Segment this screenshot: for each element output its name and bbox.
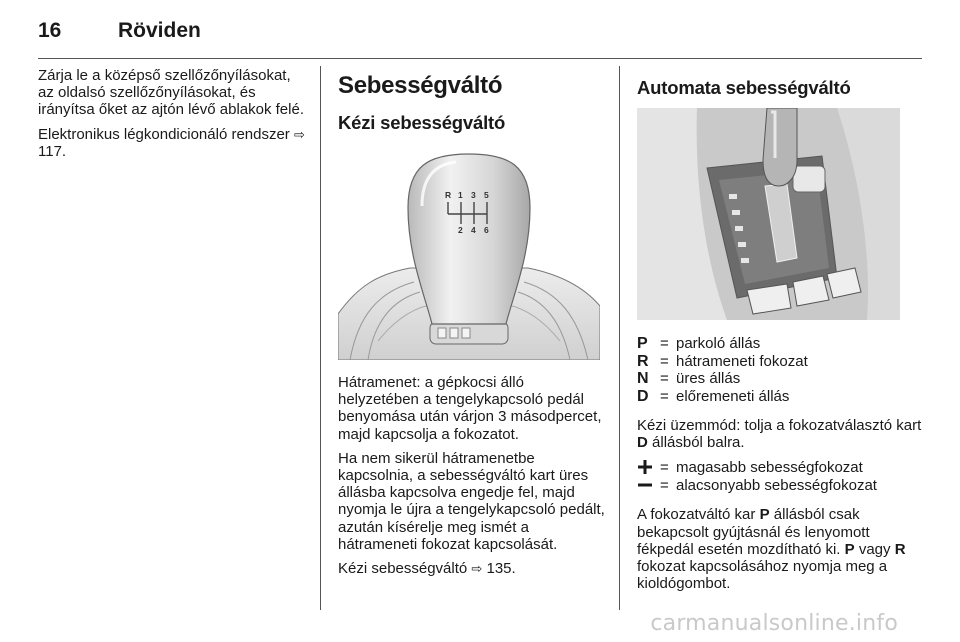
manual-ref-text: Kézi sebességváltó xyxy=(338,560,468,578)
gear-position-key: N xyxy=(637,370,649,387)
selector-button xyxy=(793,166,825,192)
release-key-p: P xyxy=(759,506,770,524)
manual-page-ref[interactable]: 135. xyxy=(486,560,516,578)
upshift-desc: magasabb sebességfokozat xyxy=(676,458,863,476)
column-divider-1 xyxy=(320,66,321,610)
shift-symbol-list xyxy=(637,458,927,494)
gear-knob-illustration xyxy=(338,146,600,360)
automatic-transmission-heading: Automata sebességváltó xyxy=(637,77,851,98)
manual-mode-key: D xyxy=(637,434,648,452)
release-text-d: fokozat kapcsolásához nyomja meg a kioldógombot. xyxy=(637,558,888,593)
column-3 xyxy=(637,77,927,599)
gear-position-row xyxy=(637,353,927,371)
manual-mode-text-b: állásból balra. xyxy=(652,434,745,452)
manual-mode-paragraph xyxy=(637,417,927,451)
page-title: Röviden xyxy=(118,19,201,42)
manual-mode-text-a: Kézi üzemmód: tolja a fokozatválasztó kart xyxy=(637,417,922,434)
gear-position-row xyxy=(637,335,927,353)
gear-position-list xyxy=(637,335,927,405)
reverse-gear-paragraph: Hátramenet: a gépkocsi álló helyzetében a tengelykapcsoló pedál benyomása után várjon 3 másodpercet, majd kapcsolja a fokozatot. xyxy=(338,374,602,443)
gear-label-6: 6 xyxy=(484,225,489,235)
aircon-page-ref[interactable]: 117. xyxy=(38,142,67,160)
reverse-retry-paragraph: Ha nem sikerül hátramenetbe kapcsolnia, a sebességváltó kart üres állásba kapcsolva engedje fel, majd nyomja le újra a tengelykapcsoló pedált, azután kísérelje meg ismét a hátrameneti fokozat kapcsolását. xyxy=(338,449,605,553)
column-2 xyxy=(338,72,608,584)
gear-label-2: 2 xyxy=(458,225,463,235)
automatic-selector-illustration xyxy=(637,108,900,320)
release-text-a: A fokozatváltó kar xyxy=(637,506,756,524)
manual-ref-paragraph xyxy=(338,560,608,577)
release-key-r: R xyxy=(894,540,906,558)
gear-position-desc: előremeneti állás xyxy=(676,387,790,405)
gear-position-row xyxy=(637,370,927,388)
gear-position-eq: = xyxy=(660,387,669,405)
column-1 xyxy=(38,67,308,167)
reference-arrow-icon: ⇨ xyxy=(471,561,483,577)
selector-lever xyxy=(763,108,797,186)
gear-position-key: R xyxy=(637,352,649,370)
minus-icon xyxy=(637,477,660,493)
downshift-eq: = xyxy=(660,476,669,494)
gear-position-key: P xyxy=(637,335,648,352)
reference-arrow-icon: ⇨ xyxy=(293,126,305,142)
release-button-paragraph xyxy=(637,506,927,592)
downshift-row xyxy=(637,476,927,494)
gear-position-desc: parkoló állás xyxy=(676,335,761,352)
gear-position-eq: = xyxy=(660,335,669,352)
aircon-text: Elektronikus légkondicionáló rendszer xyxy=(38,125,290,143)
release-key-p2: P xyxy=(844,540,855,558)
ventilation-paragraph: Zárja le a középső szellőzőnyílásokat, az oldalsó szellőzőnyílásokat, és irányítsa őket az ajtón lévő ablakok felé. xyxy=(38,67,304,119)
upshift-row xyxy=(637,458,927,476)
gear-label-r: R xyxy=(445,190,452,200)
gear-position-key: D xyxy=(637,387,649,405)
gear-position-eq: = xyxy=(660,352,669,370)
aircon-paragraph xyxy=(38,126,308,160)
column-divider-2 xyxy=(619,66,620,610)
watermark: carmanualsonline.info xyxy=(650,611,898,636)
release-text-c: vagy xyxy=(858,540,891,558)
manual-transmission-heading: Kézi sebességváltó xyxy=(338,112,506,133)
section-heading: Sebességváltó xyxy=(338,72,503,99)
release-text-b: állásból csak bekapcsolt gyújtásnál és lenyomott fékpedál esetén mozdítható ki. xyxy=(637,506,870,558)
gear-label-1: 1 xyxy=(458,190,463,200)
gear-label-5: 5 xyxy=(484,190,489,200)
page-number: 16 xyxy=(38,19,62,42)
gear-position-row xyxy=(637,388,927,406)
gear-position-eq: = xyxy=(660,370,669,387)
gear-label-3: 3 xyxy=(471,190,476,200)
upshift-eq: = xyxy=(660,458,669,476)
gear-position-desc: üres állás xyxy=(676,370,741,387)
gear-position-desc: hátrameneti fokozat xyxy=(676,352,808,370)
downshift-desc: alacsonyabb sebességfokozat xyxy=(676,476,877,494)
gear-label-4: 4 xyxy=(471,225,476,235)
plus-icon xyxy=(637,459,660,475)
header-rule xyxy=(38,58,922,59)
